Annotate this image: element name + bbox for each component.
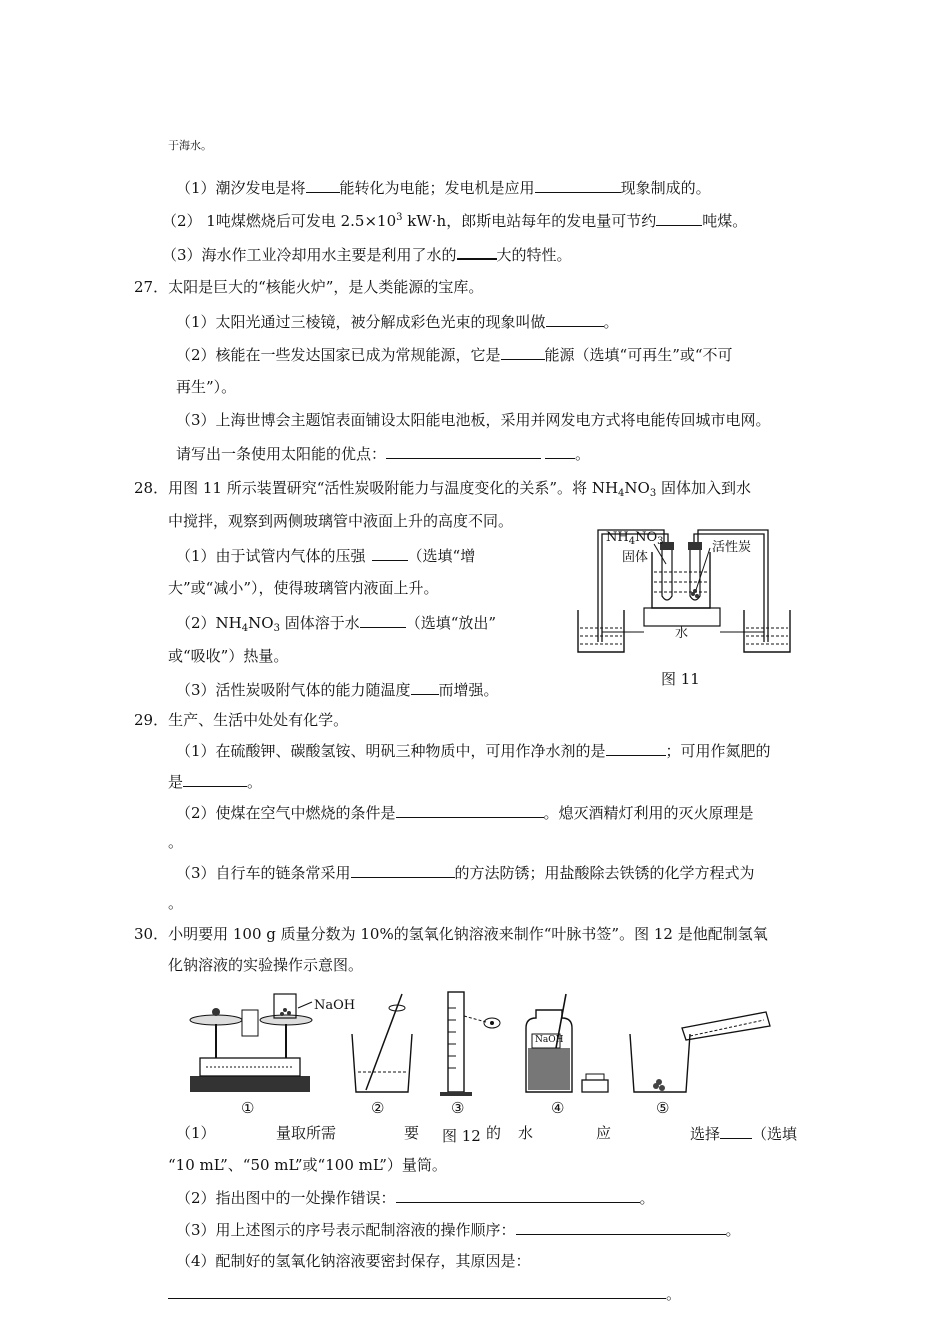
q28-s2-c: 固体溶于水 (279, 614, 360, 632)
q26-s3-b: 大的特性。 (496, 246, 572, 264)
answer-blank[interactable] (396, 802, 544, 818)
answer-blank[interactable] (656, 210, 702, 226)
q28-stem-sub2: 3 (649, 488, 657, 499)
q26-s2-c: 吨煤。 (702, 212, 748, 230)
q29-s2-a: （2）使煤在空气中燃烧的条件是 (176, 804, 396, 822)
figure-11-water-label: 水 (675, 626, 689, 641)
q26-s1-c: 现象制成的。 (620, 179, 711, 197)
step-number-5: ⑤ (656, 1099, 670, 1117)
q30-s1-a: （1） (176, 1124, 216, 1142)
answer-blank[interactable] (535, 177, 621, 193)
q28-s3-a: （3）活性炭吸附气体的能力随温度 (176, 681, 411, 699)
answer-blank[interactable] (351, 862, 455, 878)
q29-s3-cont: 。 (168, 894, 184, 912)
step-number-3: ③ (451, 1099, 465, 1117)
answer-blank[interactable] (183, 771, 247, 787)
answer-blank[interactable] (372, 545, 408, 561)
figure-12-caption: 图 12 (442, 1127, 481, 1145)
answer-blank[interactable] (516, 1219, 726, 1235)
q29-s3-b: 的方法防锈；用盐酸除去铁锈的化学方程式为 (454, 864, 755, 882)
q29-s2-b: 。熄灭酒精灯利用的灭火原理是 (543, 804, 754, 822)
answer-blank[interactable] (306, 177, 340, 193)
q27-s1-b: 。 (603, 313, 619, 331)
q30-s1-d: 的 (486, 1124, 502, 1142)
q29-s1-b: ；可用作氮肥的 (665, 742, 771, 760)
q28-s2-d: （选填“放出” (405, 614, 497, 632)
answer-blank[interactable] (546, 311, 604, 327)
q28-s3 (176, 679, 499, 700)
q26-s3 (162, 243, 572, 265)
q28-stem (134, 478, 751, 498)
q26-s1-a: （1）潮汐发电是将 (176, 179, 306, 197)
q26-s3-a: （3）海水作工业冷却用水主要是利用了水的 (162, 246, 457, 264)
q29-s2 (176, 802, 754, 823)
answer-blank[interactable] (360, 612, 406, 628)
q28-s1-cont: 大”或“减小”），使得玻璃管内液面上升。 (168, 579, 439, 597)
q27-s3-cont (176, 443, 590, 464)
q30-s4: （4）配制好的氢氧化钠溶液要密封保存，其原因是： (176, 1252, 531, 1270)
q27-s2-cont: 再生”）。 (176, 378, 237, 396)
q28-s3-b: 而增强。 (438, 681, 499, 699)
q30-s1-e: 水 (518, 1124, 534, 1142)
figure-12-bottle-label: NaOH (535, 1035, 564, 1045)
q28-s2-sub1: 4 (241, 623, 249, 634)
q29-s2-cont: 。 (168, 833, 184, 851)
q29-s1-a: （1）在硫酸钾、碳酸氢铵、明矾三种物质中，可用作净水剂的是 (176, 742, 606, 760)
q26-s1 (176, 177, 711, 198)
figure-12 (186, 988, 776, 1116)
answer-blank[interactable] (457, 243, 497, 260)
q28-s2-a: （2）NH (176, 614, 242, 632)
q28-stem-a: 28．用图 11 所示装置研究“活性炭吸附能力与温度变化的关系”。将 NH (134, 479, 619, 497)
q30-s1-b: 量取所需 (276, 1124, 337, 1142)
q29-s1-cont: 是 。 (168, 773, 263, 791)
q30-s1-g: 选择 （选填 (690, 1125, 798, 1143)
answer-blank[interactable] (396, 1187, 640, 1203)
q26-s2 (162, 210, 747, 231)
answer-blank[interactable] (545, 443, 575, 459)
q30-s1-c: 要 (404, 1124, 420, 1142)
q29-s1 (176, 740, 771, 761)
q27-s1 (176, 311, 619, 332)
q28-stem-sub1: 4 (618, 488, 625, 499)
figure-11-solid-label: 固体 (622, 550, 649, 565)
answer-blank[interactable] (501, 344, 545, 360)
step-number-4: ④ (551, 1099, 565, 1117)
answer-blank[interactable] (168, 1283, 666, 1299)
q27-s1-a: （1）太阳光通过三棱镜，被分解成彩色光束的现象叫做 (176, 313, 546, 331)
q28-s2-b: NO (248, 614, 274, 632)
figure-11-nh4no3-label: $NH_4NO_3$ (606, 530, 664, 547)
q28-s2-cont: 或“吸收”）热量。 (168, 647, 289, 665)
q30-s4-cont: 。 (168, 1283, 681, 1304)
figure-11 (572, 524, 794, 659)
q27-s3-b: 请写出一条使用太阳能的优点： (176, 445, 387, 463)
q29-s3 (176, 862, 755, 883)
q26-tail: 于海水。 (168, 139, 212, 152)
q30-s1-f: 应 (596, 1124, 612, 1142)
answer-blank[interactable] (386, 443, 541, 459)
q28-s1 (176, 545, 475, 566)
q27-s2-a: （2）核能在一些发达国家已成为常规能源，它是 (176, 346, 501, 364)
q30-stem2: 化钠溶液的实验操作示意图。 (168, 956, 364, 974)
q30-s2: （2）指出图中的一处操作错误： 。 (176, 1189, 655, 1207)
answer-blank[interactable] (720, 1123, 752, 1139)
q30-s1-cont: “10 mL”、“50 mL”或“100 mL”）量筒。 (168, 1156, 447, 1174)
q28-s2-sub2: 3 (273, 623, 280, 634)
q28-s1-a: （1）由于试管内气体的压强 (176, 547, 366, 565)
q27-s2-b: 能源（选填“可再生”或“不可 (544, 346, 733, 364)
q26-s2-b: kW·h，郎斯电站每年的发电量可节约 (402, 212, 657, 230)
step-number-2: ② (371, 1099, 385, 1117)
q26-s2-sup: 3 (396, 212, 403, 223)
q28-s1-b: （选填“增 (407, 547, 476, 565)
q27-s2 (176, 344, 733, 365)
q26-s2-a: （2） 1吨煤燃烧后可发电 2.5×10 (162, 212, 397, 230)
answer-blank[interactable] (606, 740, 666, 756)
q28-stem-b: NO (624, 479, 650, 497)
q26-s1-b: 能转化为电能；发电机是应用 (339, 179, 535, 197)
q30-s3: （3）用上述图示的序号表示配制溶液的操作顺序： 。 (176, 1221, 741, 1239)
figure-11-carbon-label: 活性炭 (712, 540, 752, 555)
q30-stem: 30．小明要用 100 g 质量分数为 10%的氢氧化钠溶液来制作“叶脉书签”。图 12 是他配制氢氧 (134, 925, 768, 943)
figure-12-naoh-label: NaOH (314, 998, 356, 1013)
q29-s3-a: （3）自行车的链条常采用 (176, 864, 351, 882)
q28-stem2: 中搅拌，观察到两侧玻璃管中液面上升的高度不同。 (168, 512, 514, 530)
q28-stem-c: 固体加入到水 (656, 479, 751, 497)
q28-s2 (176, 612, 496, 633)
q27-s3: （3）上海世博会主题馆表面铺设太阳能电池板，采用并网发电方式将电能传回城市电网。 (176, 411, 771, 429)
q27-s3-c: 。 (575, 445, 591, 463)
q27-stem: 27．太阳是巨大的“核能火炉”，是人类能源的宝库。 (134, 278, 484, 296)
q29-stem: 29．生产、生活中处处有化学。 (134, 711, 349, 729)
answer-blank[interactable] (411, 679, 439, 695)
figure-11-caption: 图 11 (661, 670, 700, 688)
step-number-1: ① (241, 1099, 255, 1117)
figure-12-apparatus (186, 988, 776, 1116)
